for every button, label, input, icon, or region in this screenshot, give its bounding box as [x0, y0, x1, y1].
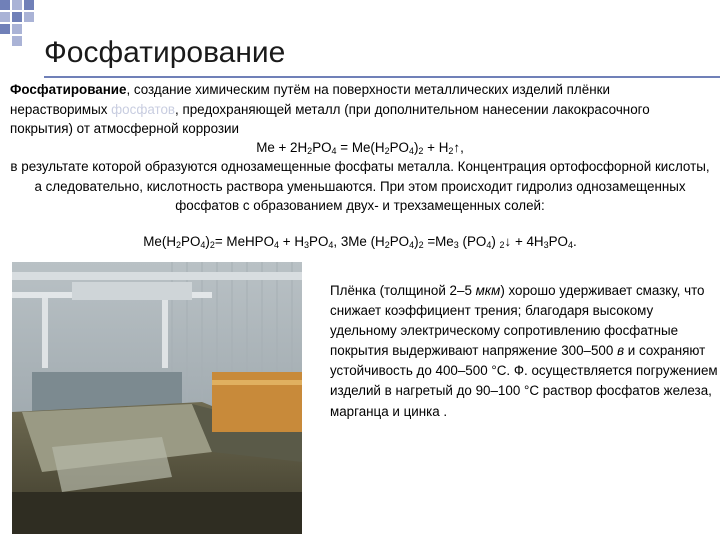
intro-term: Фосфатирование — [10, 82, 127, 97]
phosphating-plant-photo — [12, 262, 302, 534]
title-underline — [44, 76, 720, 78]
reaction-equation-1: $Me + 2H_2PO_4 = Me(H_2PO_4)_2$ + $H_2↑$, — [256, 140, 464, 156]
intro-text-1: , создание химическим путём на поверхности металлических изделий плёнки нерастворимых — [10, 82, 610, 117]
film-properties-text: Плёнка (толщиной 2–5 мкм) хорошо удерживает смазку, что снижает коэффициент трения; благодаря высокому удельному электрическому сопротивлению фосфатные покрытия выдерживают напряжение 300–500 в и сохраняют устойчивость до 400–500 °С. Ф. осуществляется погружением изделий в нагретый до 90–100 °С раствор фосфатов железа, марганца и цинка . — [330, 283, 718, 419]
reaction-equation-2: $Me(H_2PO_4)_2=$ MeHPO$_4$ + $H_3PO_4$, 3Me $(H_2PO_4)_2 =Me_3$ $(PO_4)$ $_2$↓ + $4H_3PO_4$. — [143, 234, 577, 250]
phosphates-link[interactable]: фосфатов — [111, 101, 176, 117]
slide-title: Фосфатирование — [44, 36, 286, 69]
hydrolysis-paragraph: в результате которой образуются однозамещенные фосфаты металла. Концентрация ортофосфорной кислоты, а следовательно, кислотность раствора уменьшаются. При этом происходит гидролиз однозамещенных фосфатов с образованием двух- и трехзамещенных солей: — [10, 159, 710, 213]
intro-text-2: , предохраняющей металл (при дополнительном нанесении лакокрасочного покрытия) от атмосферной коррозии — [10, 101, 650, 136]
intro-paragraph — [10, 80, 710, 139]
corner-decoration — [0, 0, 48, 48]
